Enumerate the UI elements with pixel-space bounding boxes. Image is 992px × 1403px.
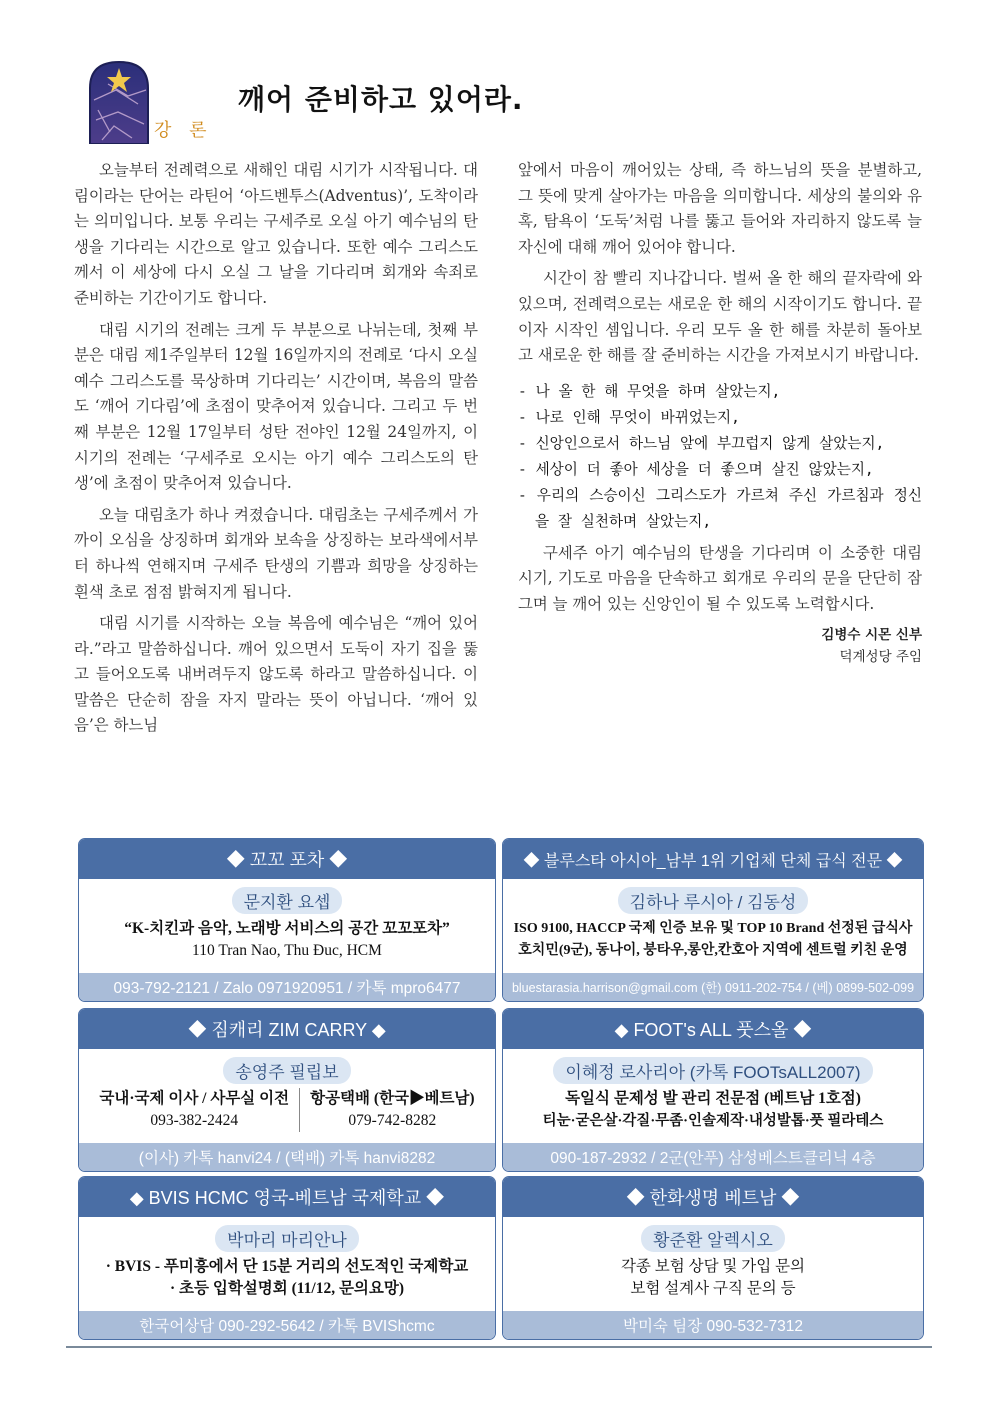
ad-title: ◆ 한화생명 베트남 ◆ <box>503 1177 923 1217</box>
ad-line: 항공택배 (한국▶베트남) <box>310 1090 475 1107</box>
ad-contact-person: 문지환 요셉 <box>232 887 343 914</box>
sermon-right-column <box>518 158 922 668</box>
sermon-paragraph: 구세주 아기 예수님의 탄생을 기다리며 이 소중한 대림 시기, 기도로 마음을 단속하고 회개로 우리의 문을 단단히 잠그며 늘 깨어 있는 신앙인이 될 수 있도록 노력합시다. <box>518 543 922 613</box>
ad-footer: 090-187-2932 / 2군(안푸) 삼성베스트클리닉 4층 <box>503 1143 923 1171</box>
signature-name: 김병수 시몬 신부 <box>821 626 922 643</box>
ad-card-kokko <box>78 838 496 1002</box>
ad-line: ISO 9100, HACCP 국제 인증 보유 및 TOP 10 Brand 선정된 급식사 <box>513 921 913 936</box>
sermon-paragraph: 대림 시기의 전례는 크게 두 부분으로 나뉘는데, 첫째 부분은 대림 제1주일부터 12월 16일까지의 전례로 ‘다시 오실 예수 그리스도를 묵상하며 기다리는’ 시간이며, 복음의 말씀도 ‘깨어 기다림’에 초점이 맞추어져 있습니다. 그리고 두 번째 부분은 12월 17일부터 성탄 전야인 12월 24일까지, 이 시기의 전례는 ‘구세주로 오시는 아기 예수 그리스도의 탄생’에 초점이 맞추어져 있습니다. <box>74 320 478 493</box>
sermon-paragraph: 시간이 참 빨리 지나갑니다. 벌써 올 한 해의 끝자락에 와 있으며, 전례력으로는 새로운 한 해의 시작이기도 합니다. 끝이자 시작인 셈입니다. 우리 모두 올 한 해를 차분히 돌아보고 새로운 한 해를 잘 준비하는 시간을 가져보시기 바랍니다. <box>518 269 922 365</box>
ad-line: 호치민(9군), 동나이, 붕타우,롱안,칸호아 지역에 센트럴 키친 운영 <box>518 943 908 958</box>
ad-line: 각종 보험 상담 및 가입 문의 <box>620 1258 806 1275</box>
ad-title: ◆ 짐캐리 ZIM CARRY ◆ <box>79 1009 495 1049</box>
bottom-divider <box>66 1346 932 1348</box>
ad-card-hanwha <box>502 1176 924 1340</box>
ad-footer: 한국어상담 090-292-5642 / 카톡 BVIShcmc <box>79 1311 495 1339</box>
ad-line: 093-382-2424 <box>150 1112 239 1129</box>
ad-body <box>79 879 495 962</box>
ad-card-bluestar <box>502 838 924 1002</box>
ad-footer: 박미숙 팀장 090-532-7312 <box>503 1311 923 1339</box>
list-item: - 신앙인으로서 하느님 앞에 부끄럽지 않게 살았는지, <box>518 434 885 452</box>
ad-footer: 093-792-2121 / Zalo 0971920951 / 카톡 mpro6477 <box>79 973 495 1001</box>
ad-contact-person: 송영주 필립보 <box>223 1057 350 1084</box>
signature <box>518 624 922 668</box>
ad-title: ◆ 블루스타 아시아_남부 1위 기업체 단체 급식 전문 ◆ <box>503 839 923 879</box>
ad-card-bvis <box>78 1176 496 1340</box>
ad-title: ◆ 꼬꼬 포차 ◆ <box>79 839 495 879</box>
header <box>88 60 908 146</box>
ad-body <box>503 879 923 962</box>
ad-card-footsall <box>502 1008 924 1172</box>
ad-line: 110 Tran Nao, Thu Đuc, HCM <box>192 942 382 959</box>
list-item: - 세상이 더 좋아 세상을 더 좋으며 살진 않았는지, <box>518 460 874 478</box>
sermon-paragraph: 오늘부터 전례력으로 새해인 대림 시기가 시작됩니다. 대림이라는 단어는 라틴어 ‘아드벤투스(Adventus)’, 도착이라는 의미입니다. 보통 우리는 구세주로 오실 아기 예수님의 탄생을 기다리는 시간으로 알고 있습니다. 또한 예수 그리스도께서 이 세상에 다시 오실 그 날을 기다리며 회개와 속죄로 준비하는 기간이기도 합니다. <box>74 161 478 307</box>
ad-title: ◆ BVIS HCMC 영국-베트남 국제학교 ◆ <box>79 1177 495 1217</box>
sermon-paragraph: 오늘 대림초가 하나 켜졌습니다. 대림초는 구세주께서 가까이 오심을 상징하며 회개와 보속을 상징하는 보라색에서부터 하나씩 연해지며 구세주 탄생의 기쁨과 희망을 상징하는 흰색 초로 점점 밝혀지게 됩니다. <box>74 505 478 601</box>
ad-card-zimcarry <box>78 1008 496 1172</box>
ad-footer: bluestarasia.harrison@gmail.com (한) 0911-202-754 / (베) 0899-502-099 <box>503 973 923 1001</box>
stained-glass-window-star-icon <box>88 60 150 144</box>
ad-contact-person: 이혜정 로사리아 (카톡 FOOTsALL2007) <box>553 1057 872 1084</box>
ad-line: 국내·국제 이사 / 사무실 이전 <box>99 1090 290 1107</box>
ad-line: 보험 설계사 구직 문의 등 <box>630 1280 796 1297</box>
sermon-paragraph: 대림 시기를 시작하는 오늘 복음에 예수님은 “깨어 있어라.”라고 말씀하십니다. 깨어 있으면서 도둑이 자기 집을 뚫고 들어오도록 내버려두지 않도록 하라고 말씀하십니다. 이 말씀은 단순히 잠을 자지 말라는 뜻이 아닙니다. ‘깨어 있음’은 하느님 <box>74 614 478 735</box>
reflection-list <box>518 379 922 535</box>
list-item: - 나 올 한 해 무엇을 하며 살았는지, <box>518 382 781 400</box>
ad-footer: (이사) 카톡 hanvi24 / (택배) 카톡 hanvi8282 <box>79 1143 495 1171</box>
ad-services <box>79 1088 495 1132</box>
page-title: 깨어 준비하고 있어라. <box>238 83 524 116</box>
list-item: - 우리의 스승이신 그리스도가 가르쳐 주신 가르침과 정신을 잘 실천하며 살았는지, <box>518 486 922 530</box>
ad-body <box>79 1217 495 1300</box>
ad-contact-person: 박마리 마리안나 <box>215 1225 359 1252</box>
ad-line: 079-742-8282 <box>348 1112 437 1129</box>
ad-line: “K-치킨과 음악, 노래방 서비스의 공간 꼬꼬포차” <box>124 920 450 937</box>
sermon-paragraph: 앞에서 마음이 깨어있는 상태, 즉 하느님의 뜻을 분별하고, 그 뜻에 맞게 살아가는 마음을 의미합니다. 세상의 불의와 유혹, 탐욕이 ‘도둑’처럼 나를 뚫고 들어와 자리하지 않도록 늘 자신에 대해 깨어 있어야 합니다. <box>518 161 922 256</box>
ad-line: 티눈·굳은살·각질·무좀·인솔제작·내성발톱·풋 필라테스 <box>542 1113 884 1129</box>
ad-line: · BVIS - 푸미흥에서 단 15분 거리의 선도적인 국제학교 <box>105 1258 469 1275</box>
ad-line: 독일식 문제성 발 관리 전문점 (베트남 1호점) <box>565 1090 861 1107</box>
ad-body <box>503 1217 923 1300</box>
ad-contact-person: 황준환 알렉시오 <box>641 1225 785 1252</box>
ad-line: · 초등 입학설명회 (11/12, 문의요망) <box>169 1280 405 1297</box>
list-item: - 나로 인해 무엇이 바뀌었는지, <box>518 408 740 426</box>
ad-contact-person: 김하나 루시아 / 김동성 <box>618 887 809 914</box>
logo-label: 강 론 <box>154 120 213 141</box>
ad-body <box>79 1049 495 1132</box>
ad-body <box>503 1049 923 1132</box>
sermon-left-column <box>74 158 478 745</box>
signature-role: 덕계성당 주임 <box>839 648 922 665</box>
ad-title: ◆ FOOT's ALL 풋스올 ◆ <box>503 1009 923 1049</box>
